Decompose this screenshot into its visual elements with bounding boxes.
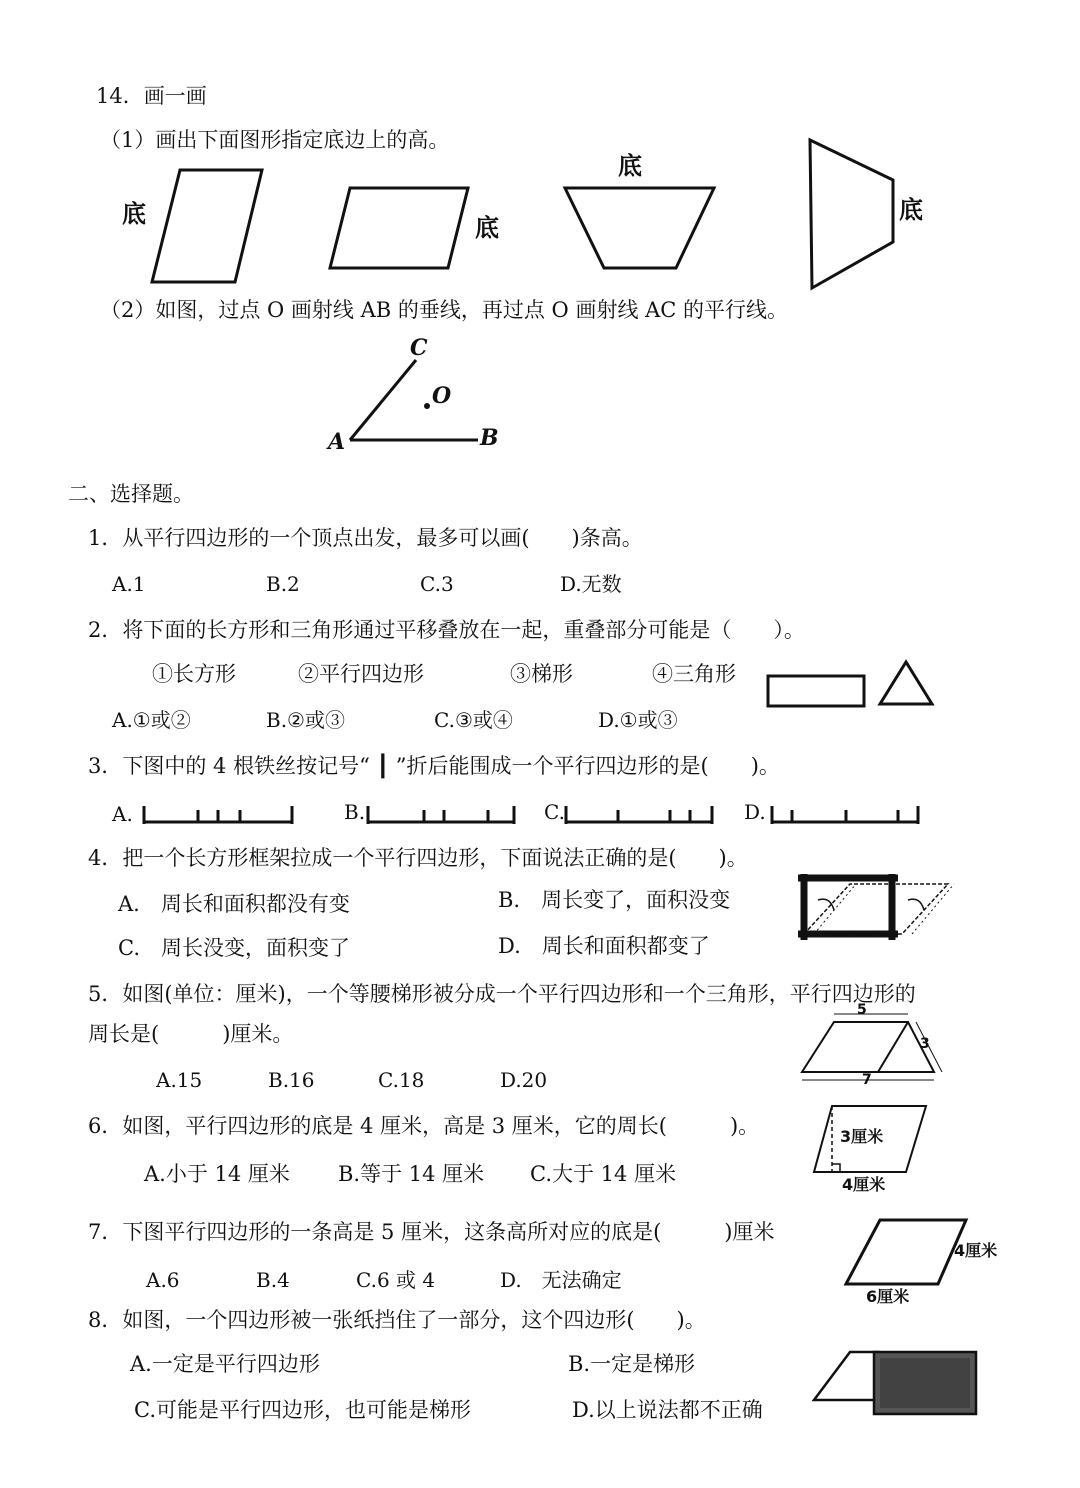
wire-a	[144, 806, 292, 824]
q2-item-1: ①长方形	[152, 662, 236, 686]
q5-label-side: 3	[920, 1036, 930, 1052]
q7-option-b: B.4	[256, 1268, 290, 1292]
q8-covered-figure	[810, 1344, 990, 1424]
q2-item-3: ③梯形	[510, 662, 573, 686]
q5-text-line1: 5．如图(单位：厘米)，一个等腰梯形被分成一个平行四边形和一个三角形，平行四边形的	[88, 982, 916, 1006]
label-o: O	[432, 383, 452, 409]
wire-b	[368, 806, 514, 824]
q2-option-c: C.③或④	[434, 708, 513, 732]
shape-parallelogram-tall	[152, 170, 262, 282]
q7-option-c: C.6 或 4	[356, 1268, 436, 1292]
q3-text: 3．下图中的 4 根铁丝按记号“ ┃ ”折后能围成一个平行四边形的是( )。	[88, 754, 780, 778]
q2-text: 2．将下面的长方形和三角形通过平移叠放在一起，重叠部分可能是（ ）。	[88, 618, 805, 642]
base-label-1: 底	[122, 200, 146, 228]
wire-d	[772, 806, 918, 824]
q6-option-b: B.等于 14 厘米	[338, 1162, 485, 1186]
q6-text: 6．如图，平行四边形的底是 4 厘米，高是 3 厘米，它的周长( )。	[88, 1114, 760, 1138]
q1-option-b: B.2	[266, 572, 300, 596]
q5-option-d: D.20	[500, 1068, 548, 1092]
q5-label-bottom: 7	[862, 1072, 872, 1088]
q6-label-height: 3厘米	[840, 1127, 884, 1146]
q1-option-c: C.3	[420, 572, 454, 596]
q2-option-d: D.①或③	[598, 708, 678, 732]
q4-text: 4．把一个长方形框架拉成一个平行四边形，下面说法正确的是( )。	[88, 846, 748, 870]
base-label-2: 底	[475, 214, 499, 242]
q2-figure	[764, 654, 944, 714]
q5-option-b: B.16	[268, 1068, 315, 1092]
q8-option-b: B.一定是梯形	[568, 1352, 696, 1376]
q2-option-a: A.①或②	[112, 708, 191, 732]
q7-label-side: 4厘米	[954, 1241, 998, 1260]
q7-option-d: D. 无法确定	[500, 1268, 622, 1292]
q2-rectangle	[768, 676, 864, 706]
q2-option-b: B.②或③	[266, 708, 345, 732]
wire-c	[566, 806, 712, 824]
q8-option-a: A.一定是平行四边形	[130, 1352, 320, 1376]
q8-text: 8．如图，一个四边形被一张纸挡住了一部分，这个四边形( )。	[88, 1308, 706, 1332]
q14-part1-text: （1）画出下面图形指定底边上的高。	[100, 128, 450, 152]
q6-option-a: A.小于 14 厘米	[144, 1162, 290, 1186]
shape-parallelogram-wide	[330, 188, 468, 268]
q7-option-a: A.6	[146, 1268, 180, 1292]
base-label-4: 底	[899, 196, 923, 224]
section2-title: 二、选择题。	[68, 482, 194, 506]
q4-option-b: B. 周长变了，面积没变	[498, 888, 731, 912]
q1-text: 1．从平行四边形的一个顶点出发，最多可以画( )条高。	[88, 526, 643, 550]
q6-option-c: C.大于 14 厘米	[530, 1162, 677, 1186]
q3-option-a: A.	[112, 802, 133, 826]
q3-wires	[0, 796, 1080, 836]
base-label-3: 底	[618, 152, 642, 180]
q7-text: 7．下图平行四边形的一条高是 5 厘米，这条高所对应的底是( )厘米	[88, 1220, 775, 1244]
q8-option-d: D.以上说法都不正确	[572, 1398, 763, 1422]
q2-triangle	[880, 662, 932, 704]
q3-option-c: C.	[544, 800, 565, 824]
q5-text-line2: 周长是( )厘米。	[88, 1022, 294, 1046]
q14-title: 14．画一画	[96, 84, 207, 108]
shape-trapezoid-vertical	[810, 140, 893, 288]
q8-option-c: C.可能是平行四边形，也可能是梯形	[134, 1398, 471, 1422]
q4-frame-figure	[790, 870, 960, 950]
label-b: B	[480, 425, 499, 451]
q5-option-c: C.18	[378, 1068, 425, 1092]
q4-option-c: C. 周长没变，面积变了	[118, 936, 350, 960]
q5-label-top: 5	[857, 1002, 867, 1018]
shape-trapezoid	[565, 188, 714, 268]
label-c: C	[410, 335, 428, 361]
q3-option-b: B.	[344, 800, 366, 824]
q14-part2-text: （2）如图，过点 O 画射线 AB 的垂线，再过点 O 画射线 AC 的平行线。	[100, 298, 789, 322]
q4-option-a: A. 周长和面积都没有变	[118, 892, 350, 916]
q4-option-d: D. 周长和面积都变了	[498, 934, 710, 958]
label-a: A	[328, 429, 346, 455]
q3-option-d: D.	[744, 800, 766, 824]
q1-option-d: D.无数	[560, 572, 622, 596]
q6-label-base: 4厘米	[842, 1175, 886, 1194]
q7-label-base: 6厘米	[866, 1287, 910, 1306]
q2-item-2: ②平行四边形	[298, 662, 424, 686]
q14-shapes	[0, 130, 1080, 430]
q2-item-4: ④三角形	[652, 662, 736, 686]
q1-option-a: A.1	[112, 572, 146, 596]
point-o	[424, 403, 430, 409]
q5-option-a: A.15	[156, 1068, 203, 1092]
